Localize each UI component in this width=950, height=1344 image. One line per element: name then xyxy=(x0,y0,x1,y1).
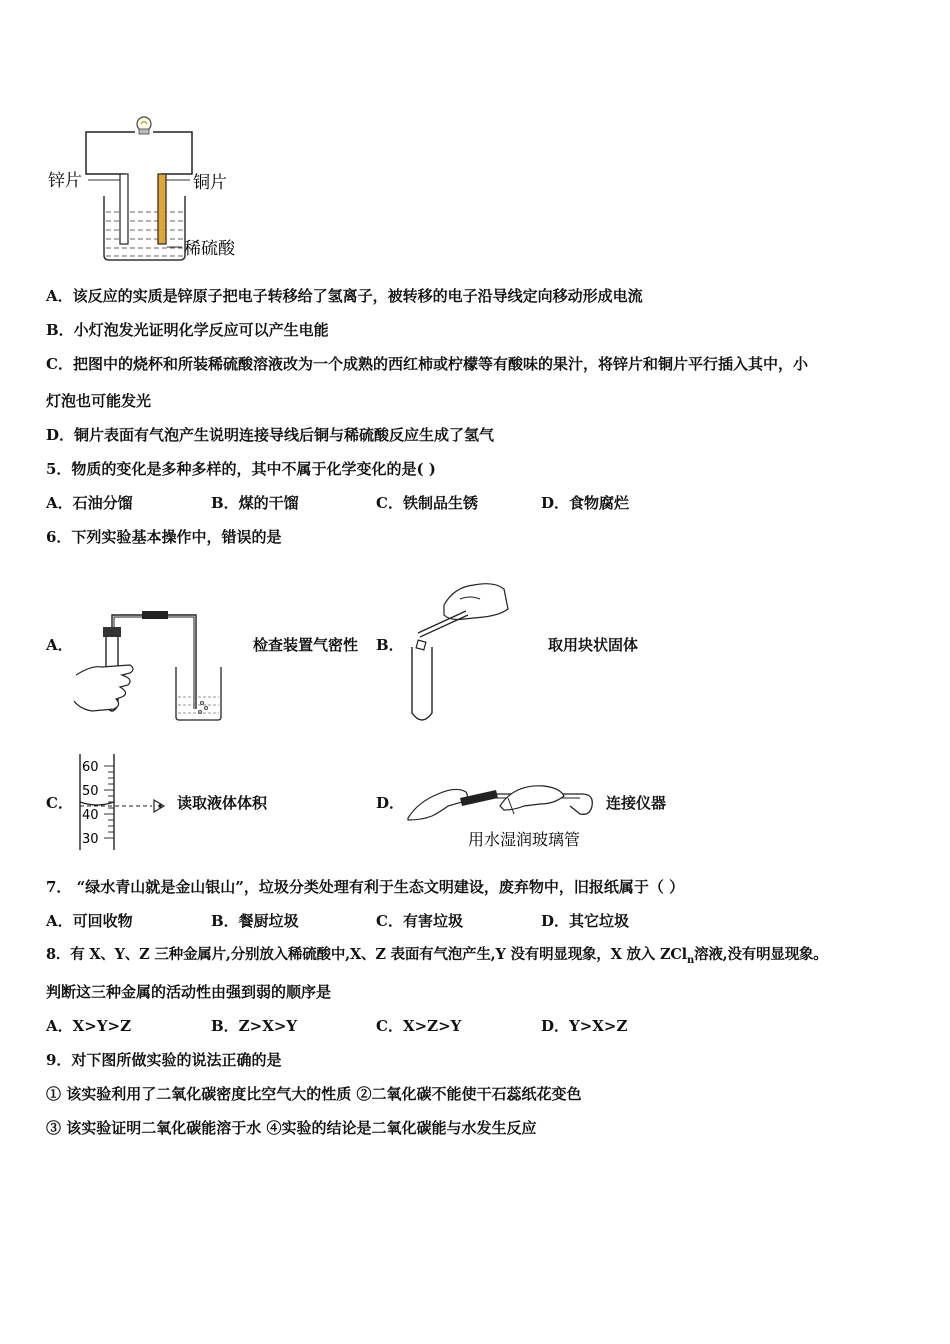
q7-option-b[interactable]: B．餐厨垃圾 xyxy=(211,912,299,930)
q5-option-d[interactable]: D．食物腐烂 xyxy=(541,494,630,512)
q8-option-c[interactable]: C．X>Z>Y xyxy=(376,1017,462,1035)
q9-stem: 9．对下图所做实验的说法正确的是 xyxy=(46,1051,282,1069)
q7-stem: 7． “绿水青山就是金山银山”，垃圾分类处理有利于生态文明建设，废弃物中，旧报纸属于（ ） xyxy=(46,878,685,896)
q6-option-c-label: 读取液体体积 xyxy=(177,794,268,812)
q6-option-a-label: 检查装置气密性 xyxy=(253,636,359,654)
q8-stem-part1: 8．有 X、Y、Z 三种金属片,分别放入稀硫酸中,X、Z 表面有气泡产生,Y 没有明显现象，X 放入 ZCl xyxy=(46,946,687,963)
q9-statements-3-4: ③ 该实验证明二氧化碳能溶于水 ④实验的结论是二氧化碳能与水发生反应 xyxy=(46,1119,537,1137)
wet-glass-tube-caption: 用水湿润玻璃管 xyxy=(468,830,581,849)
q8-option-b[interactable]: B．Z>X>Y xyxy=(211,1017,298,1035)
q6-option-b-label: 取用块状固体 xyxy=(548,636,639,654)
q6-option-c-key[interactable]: C． xyxy=(46,794,73,812)
q6-stem: 6．下列实验基本操作中，错误的是 xyxy=(46,528,282,546)
q5-option-c[interactable]: C．铁制品生锈 xyxy=(376,494,478,512)
battery-figure xyxy=(40,108,260,268)
q7-option-a[interactable]: A．可回收物 xyxy=(46,912,133,930)
q6-option-d-key[interactable]: D． xyxy=(376,794,405,812)
q8-option-d[interactable]: D．Y>X>Z xyxy=(541,1017,628,1035)
q4-option-a[interactable]: A．该反应的实质是锌原子把电子转移给了氢离子，被转移的电子沿导线定向移动形成电流 xyxy=(46,287,643,305)
q8-option-a[interactable]: A．X>Y>Z xyxy=(46,1017,132,1035)
q4-option-c[interactable]: C．把图中的烧杯和所装稀硫酸溶液改为一个成熟的西红柿或柠檬等有酸味的果汁，将锌片和铜片平行插入其中，小 xyxy=(46,355,808,373)
q8-stem-part2: 溶液,没有明显现象。 xyxy=(694,946,828,963)
q7-option-d[interactable]: D．其它垃圾 xyxy=(541,912,630,930)
q5-option-b[interactable]: B．煤的干馏 xyxy=(211,494,299,512)
read-volume-figure xyxy=(74,752,184,852)
acid-label: 稀硫酸 xyxy=(184,239,235,259)
q8-stem-subscript: n xyxy=(686,954,695,966)
q7-option-c[interactable]: C．有害垃圾 xyxy=(376,912,463,930)
cylinder-tick-30: 30 xyxy=(82,832,99,847)
airtightness-check-figure xyxy=(72,605,232,725)
q9-statements-1-2: ① 该实验利用了二氧化碳密度比空气大的性质 ②二氧化碳不能使干石蕊纸花变色 xyxy=(46,1085,582,1103)
cylinder-tick-50: 50 xyxy=(82,784,99,799)
q6-option-b-key[interactable]: B． xyxy=(376,636,404,654)
q6-option-d-label: 连接仪器 xyxy=(606,794,667,812)
q4-option-b[interactable]: B．小灯泡发光证明化学反应可以产生电能 xyxy=(46,321,329,339)
zinc-label: 锌片 xyxy=(48,171,82,191)
q5-stem: 5．物质的变化是多种多样的，其中不属于化学变化的是( ) xyxy=(46,460,436,478)
connect-apparatus-figure xyxy=(404,776,604,852)
cylinder-tick-40: 40 xyxy=(82,808,99,823)
q4-option-d[interactable]: D．铜片表面有气泡产生说明连接导线后铜与稀硫酸反应生成了氢气 xyxy=(46,426,495,444)
q4-option-c-continued: 灯泡也可能发光 xyxy=(46,392,152,410)
q5-option-a[interactable]: A．石油分馏 xyxy=(46,494,133,512)
copper-label: 铜片 xyxy=(193,173,227,193)
q8-stem-line2: 判断这三种金属的活动性由强到弱的顺序是 xyxy=(46,983,332,1001)
cylinder-tick-60: 60 xyxy=(82,760,99,775)
take-block-solid-figure xyxy=(404,575,514,725)
q6-option-a-key[interactable]: A． xyxy=(46,636,73,654)
q8-stem xyxy=(46,945,828,971)
